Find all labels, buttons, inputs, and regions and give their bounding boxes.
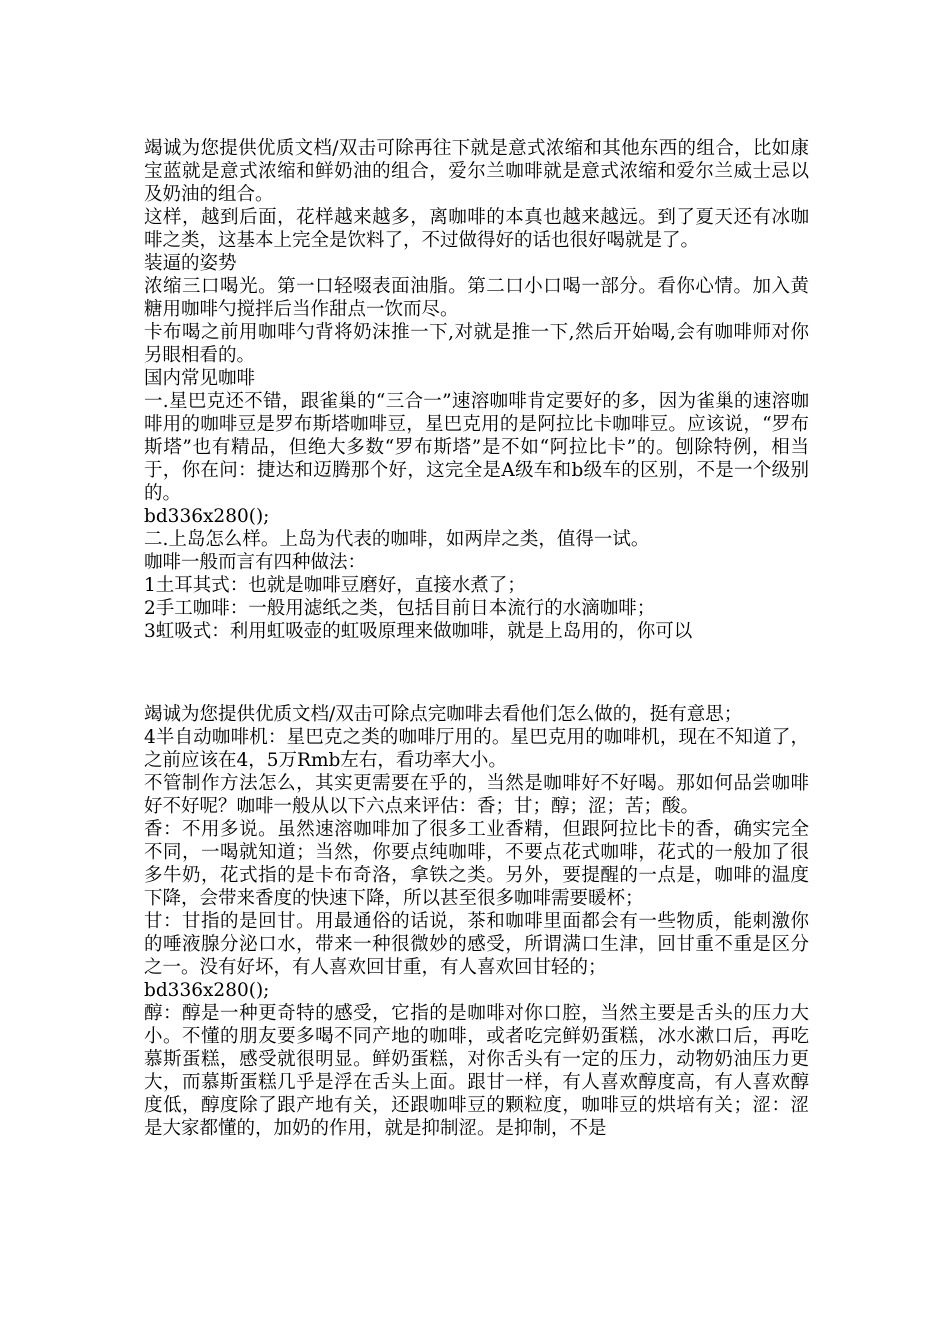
paragraph: 一.星巴克还不错，跟雀巢的“三合一”速溶咖啡肯定要好的多，因为雀巢的速溶咖啡用的咖啡豆是罗布斯塔咖啡豆，星巴克用的是阿拉比卡咖啡豆。应该说，“罗布斯塔”也有精品，但绝大多数“罗布斯塔”是不如“阿拉比卡”的。刨除特例，相当于，你在问：捷达和迈腾那个好，这完全是A级车和b级车的区别，不是一个级别的。 (144, 391, 809, 504)
paragraph: 二.上岛怎么样。上岛为代表的咖啡，如两岸之类，值得一试。 (144, 529, 650, 550)
ad-placeholder-code: bd336x280(); (144, 506, 270, 527)
paragraph: 不管制作方法怎么，其实更需要在乎的，当然是咖啡好不好喝。那如何品尝咖啡好不好呢？咖啡一般从以下六点来评估：香；甘；醇；涩；苦；酸。 (144, 773, 809, 817)
paragraph: 卡布喝之前用咖啡勺背将奶沫推一下,对就是推一下,然后开始喝,会有咖啡师对你另眼相看的。 (144, 322, 809, 366)
paragraph: 甘：甘指的是回甘。用最通俗的话说，茶和咖啡里面都会有一些物质，能刺激你的唾液腺分泌口水，带来一种很微妙的感受，所谓满口生津，回甘重不重是区分之一。没有好坏，有人喜欢回甘重，有人喜欢回甘轻的； (144, 911, 809, 978)
list-item: 4半自动咖啡机：星巴克之类的咖啡厅用的。星巴克用的咖啡机，现在不知道了，之前应该在4，5万Rmb左右，看功率大小。 (144, 727, 809, 771)
list-item: 3虹吸式：利用虹吸壶的虹吸原理来做咖啡，就是上岛用的，你可以 (144, 621, 693, 642)
document-page-1 (144, 137, 809, 643)
section-heading: 装逼的姿势 (144, 253, 237, 274)
list-item: 1土耳其式：也就是咖啡豆磨好，直接水煮了； (144, 575, 526, 596)
list-item: 2手工咖啡：一般用滤纸之类，包括目前日本流行的水滴咖啡； (144, 598, 656, 619)
document-page-2 (144, 703, 809, 1140)
paragraph: 这样，越到后面，花样越来越多，离咖啡的本真也越来越远。到了夏天还有冰咖啡之类，这基本上完全是饮料了，不过做得好的话也很好喝就是了。 (144, 207, 809, 251)
paragraph: 浓缩三口喝光。第一口轻啜表面油脂。第二口小口喝一部分。看你心情。加入黄糖用咖啡勺搅拌后当作甜点一饮而尽。 (144, 276, 809, 320)
paragraph: 竭诚为您提供优质文档/双击可除再往下就是意式浓缩和其他东西的组合，比如康宝蓝就是意式浓缩和鲜奶油的组合，爱尔兰咖啡就是意式浓缩和爱尔兰威士忌以及奶油的组合。 (144, 138, 809, 205)
paragraph: 香：不用多说。虽然速溶咖啡加了很多工业香精，但跟阿拉比卡的香，确实完全不同，一喝就知道；当然，你要点纯咖啡，不要点花式咖啡，花式的一般加了很多牛奶，花式指的是卡布奇洛，拿铁之类。另外，要提醒的一点是，咖啡的温度下降，会带来香度的快速下降，所以甚至很多咖啡需要暖杯； (144, 819, 809, 909)
paragraph: 竭诚为您提供优质文档/双击可除点完咖啡去看他们怎么做的，挺有意思； (144, 704, 743, 725)
paragraph: 醇：醇是一种更奇特的感受，它指的是咖啡对你口腔，当然主要是舌头的压力大小。不懂的朋友要多喝不同产地的咖啡，或者吃完鲜奶蛋糕，冰水漱口后，再吃慕斯蛋糕，感受就很明显。鲜奶蛋糕，对你舌头有一定的压力，动物奶油压力更大，而慕斯蛋糕几乎是浮在舌头上面。跟甘一样，有人喜欢醇度高，有人喜欢醇度低，醇度除了跟产地有关，还跟咖啡豆的颗粒度，咖啡豆的烘培有关；涩：涩是大家都懂的，加奶的作用，就是抑制涩。是抑制，不是 (144, 1003, 809, 1139)
paragraph: 咖啡一般而言有四种做法： (144, 552, 367, 573)
ad-placeholder-code: bd336x280(); (144, 980, 270, 1001)
section-heading: 国内常见咖啡 (144, 368, 256, 389)
